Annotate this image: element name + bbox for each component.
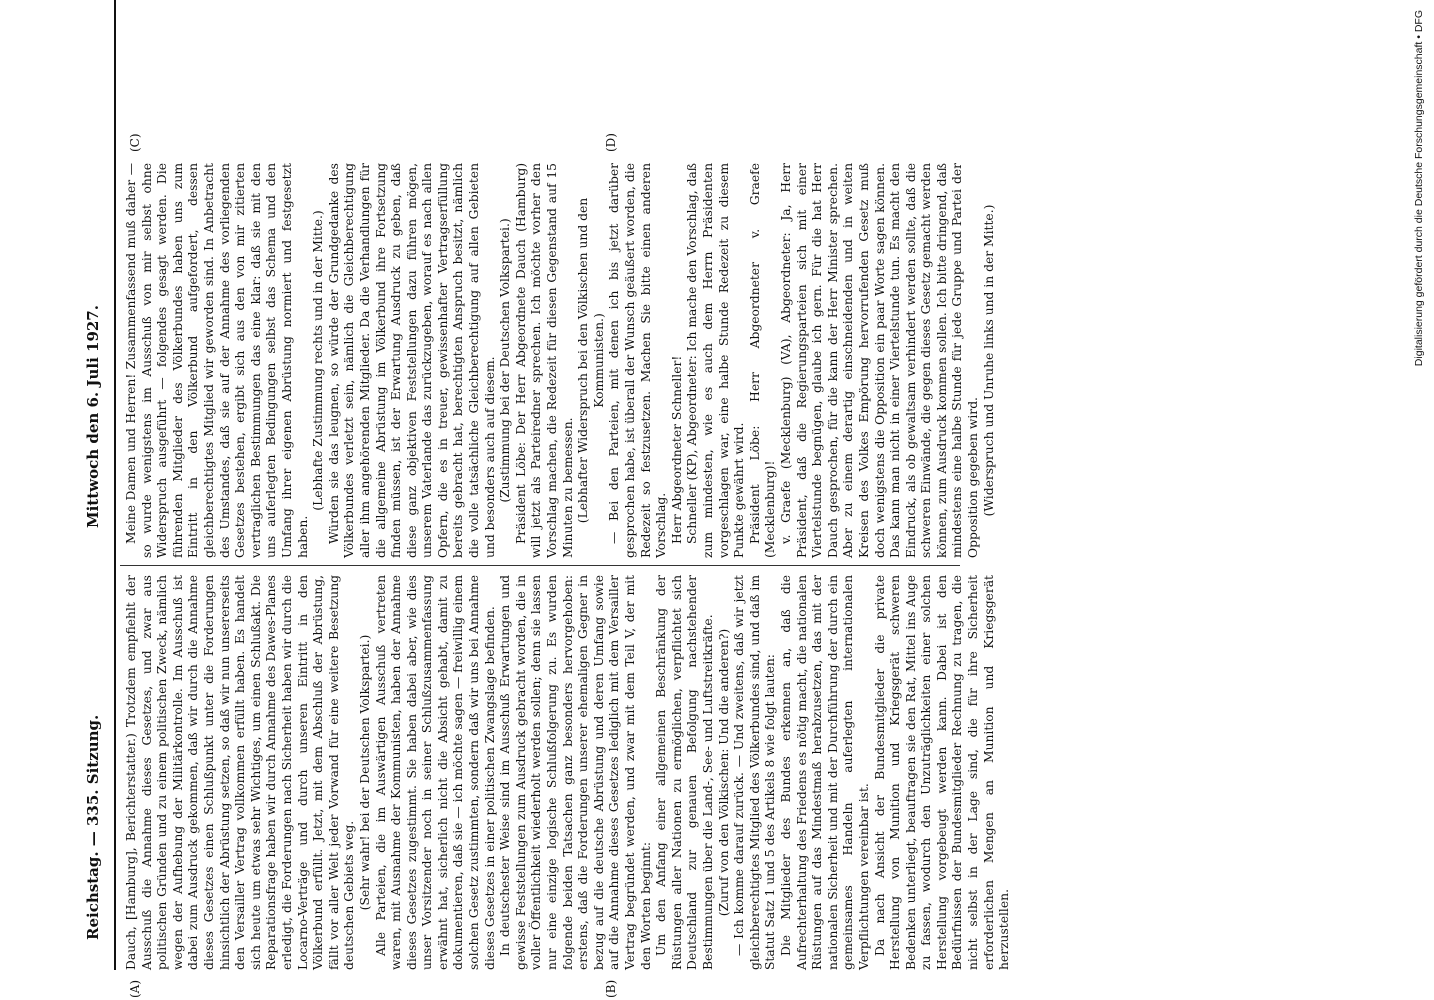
paragraph: Alle Parteien, die im Auswärtigen Ausschuß vertreten waren, mit Ausnahme der Kommunisten, haben der Annahme dieses Gesetzes zugestimmt. Sie haben dabei aber, wie dies unser Vorsitzender noch in seiner Schlußzusammenfassung erwähnt hat, sicherlich nicht die Absicht gehabt, damit zu dokumentieren, daß sie — ich möchte sagen — freiwillig einem solchen Gesetz zustimmten, sondern daß wir uns bei Annahme dieses Gesetzes in einer politischen Zwangslage befinden. xyxy=(373,575,497,970)
paragraph: Dauch, [Hamburg], Berichterstatter.) Trotzdem empfiehlt der Ausschuß die Annahme dieses Gesetzes, und zwar aus politischen Gründen und zu einem politischen Zweck, nämlich wegen der Aufhebung der Militärkontrolle. Im Ausschuß ist dabei zum Ausdruck gekommen, daß wir durch die Annahme dieses Gesetzes einen Schlußpunkt unter die Forderungen hinsichtlich der Abrüstung setzen, so daß wir nun unsererseits den Versailler Vertrag vollkommen erfüllt haben. Es handelt sich heute um etwas sehr Wichtiges, um einen Schlußakt. Die Reparationsfrage haben wir durch Annahme des Dawes-Planes erledigt, die Forderungen nach Sicherheit haben wir durch die Locarno-Verträge und durch unseren Eintritt in den Völkerbund erfüllt. Jetzt, mit dem Abschluß der Abrüstung, fällt vor aller Welt jeder Vorwand für eine weitere Besetzung deutschen Gebiets weg. xyxy=(124,575,357,970)
paragraph: Präsident Löbe: Der Herr Abgeordnete Dauch (Hamburg) will jetzt als Parteiredner sprechen. Ich möchte vorher den Vorschlag machen, die Redezeit für diesen Gegenstand auf 15 Minuten zu bemessen. xyxy=(513,163,575,558)
paragraph: — Ich komme darauf zurück. — Und zweitens, daß wir jetzt gleichberechtigtes Mitglied des Völkerbundes sind, und daß im Statut Satz 1 und 5 des Artikels 8 wie folgt lauten: xyxy=(732,575,778,970)
header-rule xyxy=(114,0,116,970)
header-left-title: Reichstag. — 335. Sitzung. xyxy=(84,714,102,940)
column-left xyxy=(124,575,1013,970)
interjection: (Sehr wahr! bei der Deutschen Volkspartei.) xyxy=(357,634,372,911)
paragraph: In deutschester Weise sind im Ausschuß Erwartungen und gewisse Feststellungen zum Ausdruck gebracht worden, die in voller Öffentlichkeit wiederholt werden sollen; denn sie lassen nur eine einzige logische Schlußfolgerung zu. Es wurden folgende beiden Tatsachen ganz besonders hervorgehoben: erstens, daß die Forderungen unserer ehemaligen Gegner in bezug auf die deutsche Abrüstung und deren Umfang sowie auf die Annahme dieses Gesetzes lediglich mit dem Versailler Vertrag begründet werden, und zwar mit dem Teil V, der mit den Worten beginnt: xyxy=(498,575,653,970)
interjection: (Zuruf von den Völkischen: Und die anderen?) xyxy=(716,628,731,917)
interjection: (Widerspruch und Unruhe links und in der Mitte.) xyxy=(981,204,996,517)
paragraph: Präsident Löbe: Herr Abgeordneter v. Graefe (Mecklenburg)! xyxy=(747,163,778,558)
page-header xyxy=(84,120,110,940)
paragraph: Schneller (KP), Abgeordneter: Ich mache den Vorschlag, daß zum mindesten, wie es auch dem Herrn Präsidenten vorgeschlagen war, eine halbe Stunde Redezeit zu diesem Punkte gewährt wird. xyxy=(685,163,747,558)
paragraph: — Bei den Parteien, mit denen ich bis jetzt darüber gesprochen habe, ist überall der Wunsch geäußert worden, die Redezeit so festzusetzen. Machen Sie bitte einen anderen Vorschlag. xyxy=(607,163,669,558)
column-right xyxy=(124,163,997,558)
interjection: (Lebhafter Widerspruch bei den Völkischen und den Kommunisten.) xyxy=(576,197,606,524)
rotated-page xyxy=(84,90,1314,998)
column-divider xyxy=(120,565,960,566)
interjection: (Zustimmung bei der Deutschen Volkspartei.) xyxy=(498,218,513,503)
paragraph: Meine Damen und Herren! Zusammenfassend muß daher — so wurde wenigstens im Ausschuß von mir selbst ohne Widerspruch ausgeführt — folgendes gesagt werden. Die führenden Mitglieder des Völkerbundes haben uns zum Eintritt in den Völkerbund aufgefordert, dessen gleichberechtigtes Mitglied wir geworden sind. In Anbetracht des Umstandes, daß sie auf der Annahme des vorliegenden Gesetzes bestehen, ergibt sich aus den von mir zitierten vertraglichen Bestimmungen das eine klar: daß sie mit den uns auferlegten Bedingungen selbst das Schema und den Umfang ihrer eigenen Abrüstung normiert und festgesetzt haben. xyxy=(124,163,310,558)
quotation: Um den Anfang einer allgemeinen Beschränkung der Rüstungen aller Nationen zu ermöglichen, verpflichtet sich Deutschland zur genauen Befolgung nachstehender Bestimmungen über die Land-, See- und Luftstreitkräfte. xyxy=(654,575,715,970)
quotation: Da nach Ansicht der Bundesmitglieder die private Herstellung von Munition und Kriegsgerät schweren Bedenken unterliegt, beauftragen sie den Rat, Mittel ins Auge zu fassen, wodurch den Unzuträglichkeiten einer solchen Herstellung vorgebeugt werden kann. Dabei ist den Bedürfnissen der Bundesmitglieder Rechnung zu tragen, die nicht selbst in der Lage sind, die für ihre Sicherheit erforderlichen Mengen an Munition und Kriegsgerät herzustellen. xyxy=(872,575,1012,970)
paragraph: v. Graefe (Mecklenburg) (VA), Abgeordneter: Ja, Herr Präsident, daß die Regierungsparteien sich mit einer Viertelstunde begnügen, glaube ich gern. Für die hat Herr Dauch gesprochen, für die kann der Herr Minister sprechen. Aber zu einem derartig einschneidenden und in weiten Kreisen des Volkes Empörung hervorrufenden Gesetz muß doch wenigstens die Opposition ein paar Worte sagen können. Das kann man nicht in einer Viertelstunde tun. Es macht den Eindruck, als ob gewaltsam verhindert werden sollte, daß die schweren Einwände, die gegen dieses Gesetz gemacht werden können, zum Ausdruck kommen sollen. Ich bitte dringend, daß mindestens eine halbe Stunde für jede Gruppe und Partei der Opposition gegeben wird. xyxy=(778,163,981,558)
paragraph: Herr Abgeordneter Schneller! xyxy=(669,355,684,544)
interjection: (Lebhafte Zustimmung rechts und in der Mitte.) xyxy=(311,210,326,511)
header-right-title: Mittwoch den 6. Juli 1927. xyxy=(84,305,102,528)
quotation: Die Mitglieder des Bundes erkennen an, daß die Aufrechterhaltung des Friedens es nötig macht, die nationalen Rüstungen auf das Mindestmaß herabzusetzen, das mit der nationalen Sicherheit und mit der Durchführung der durch ein gemeinsames Handeln auferlegten internationalen Verpflichtungen vereinbar ist. xyxy=(778,575,871,970)
margin-mark-c: (C) xyxy=(128,133,142,152)
credit-text: Digitalisierung gefördert durch die Deutsche Forschungsgemeinschaft • DFG xyxy=(1413,10,1425,367)
margin-mark-d: (D) xyxy=(604,133,618,152)
margin-mark-b: (B) xyxy=(604,979,618,998)
margin-mark-a: (A) xyxy=(128,979,142,998)
paragraph: Würden sie das leugnen, so würde der Grundgedanke des Völkerbundes verletzt sein, nämlich die Gleichberechtigung aller ihm angehörenden Mitglieder. Da die Verhandlungen für die allgemeine Abrüstung im Völkerbund ihre Fortsetzung finden müssen, ist der Erwartung Ausdruck zu geben, daß diese ganz objektiven Feststellungen dazu führen mögen, unserem Vaterlande das zurückzugeben, worauf es nach allen Opfern, die es in treuer, gewissenhafter Vertragserfüllung bereits gebracht hat, berechtigten Anspruch besitzt, nämlich die volle tatsächliche Gleichberechtigung auf allen Gebieten und besonders auch auf diesem. xyxy=(326,163,497,558)
digitization-credit xyxy=(1413,10,1433,990)
